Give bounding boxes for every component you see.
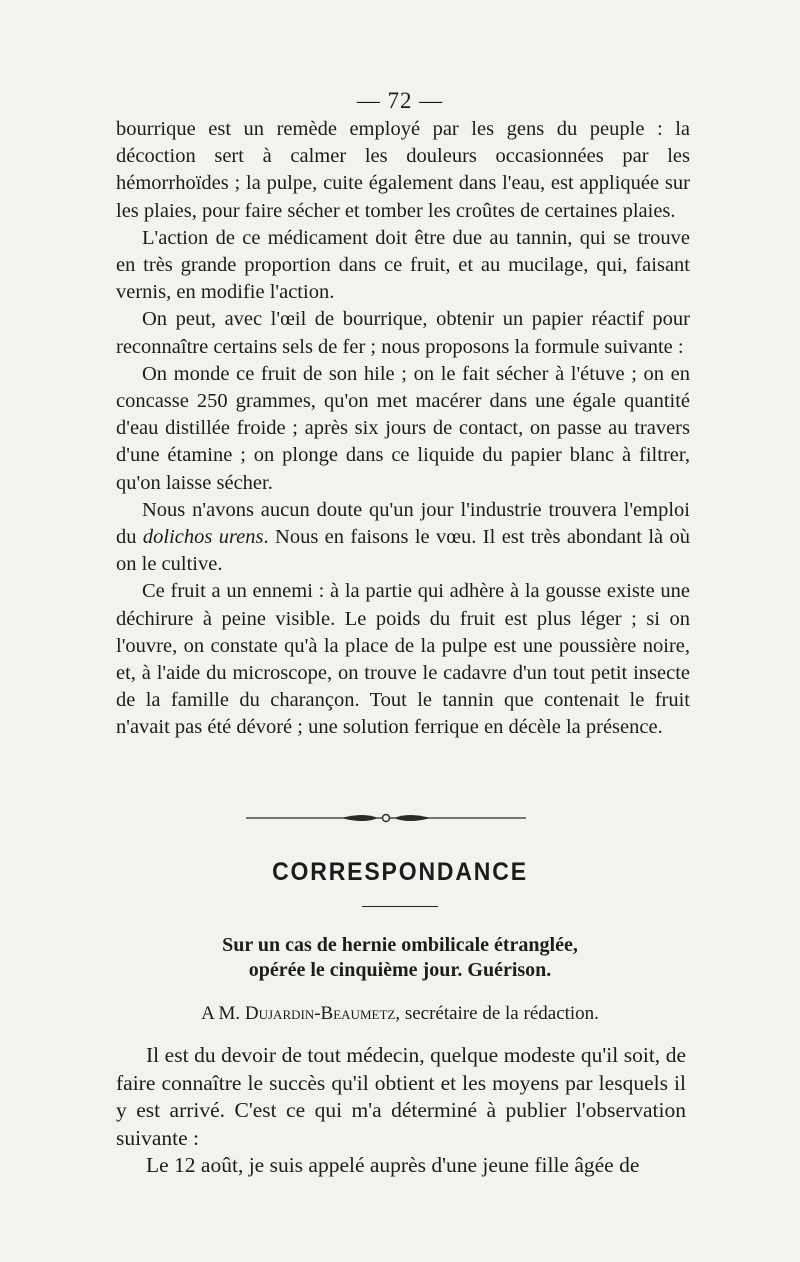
addressee-role: , secrétaire de la rédaction.	[395, 1003, 599, 1024]
article-title-line-1: Sur un cas de hernie ombilicale étranglée,	[222, 934, 578, 956]
addressee-name: Dujardin-Beaumetz	[244, 1003, 396, 1024]
paragraph-1: bourrique est un remède employé par les gens du peuple : la décoction sert à calmer les douleurs occasionnées par les hémorrhoïdes ; la pulpe, cuite également dans l'eau, est appliquée sur les plaies, pour faire sécher et tomber les croûtes de certaines plaies.	[116, 118, 690, 222]
article-body	[116, 116, 690, 742]
paragraph-6: Ce fruit a un ennemi : à la partie qui adhère à la gousse existe une déchirure à peine visible. Le poids du fruit est plus léger ; si on l'ouvre, on constate qu'à la place de la pulpe est une poussière noire, et, à l'aide du microscope, on trouve le cadavre d'un tout petit insecte de la famille du charançon. Tout le tannin que contenait le fruit n'avait pas été dévoré ; une solution ferrique en décèle la présence.	[116, 580, 690, 739]
species-name: dolichos urens	[142, 526, 264, 549]
article-title	[0, 933, 800, 983]
addressee-prefix: A M.	[201, 1003, 245, 1024]
section-ornament	[246, 812, 526, 824]
section-heading: CORRESPONDANCE	[272, 858, 528, 886]
paragraph-5-start: Nous n'avons aucun doute qu'un jour l'industrie trouvera l'emploi du	[116, 498, 690, 549]
article-title-line-2: opérée le cinquième jour. Guérison.	[248, 959, 552, 981]
letter-addressee	[0, 1003, 800, 1025]
divider-rule	[362, 906, 438, 907]
paragraph-5-end: . Nous en faisons le vœu. Il est très abondant là où on le cultive.	[116, 526, 691, 576]
paragraph-3: On peut, avec l'œil de bourrique, obtenir un papier réactif pour reconnaître certains sels de fer ; nous proposons la formule suivante :	[116, 308, 690, 358]
letter-body	[116, 1042, 686, 1180]
paragraph-4: On monde ce fruit de son hile ; on le fait sécher à l'étuve ; on en concasse 250 grammes, qu'on met macérer dans une égale quantité d'eau distillée froide ; après six jours de contact, on passe au travers d'une étamine ; on plonge dans ce liquide du papier blanc à filtrer, qu'on laisse sécher.	[116, 362, 690, 494]
paragraph-5	[116, 497, 690, 579]
paragraph-2: L'action de ce médicament doit être due au tannin, qui se trouve en très grande proportion dans ce fruit, et au mucilage, qui, faisant vernis, en modifie l'action.	[116, 226, 690, 304]
page-number: — 72 —	[356, 88, 444, 113]
letter-paragraph-1: Il est du devoir de tout médecin, quelque modeste qu'il soit, de faire connaître le succès qu'il obtient et les moyens par lesquels il y est arrivé. C'est ce qui m'a déterminé à publier l'observation suivante :	[116, 1043, 686, 1150]
letter-paragraph-2: Le 12 août, je suis appelé auprès d'une jeune fille âgée de	[146, 1153, 640, 1177]
